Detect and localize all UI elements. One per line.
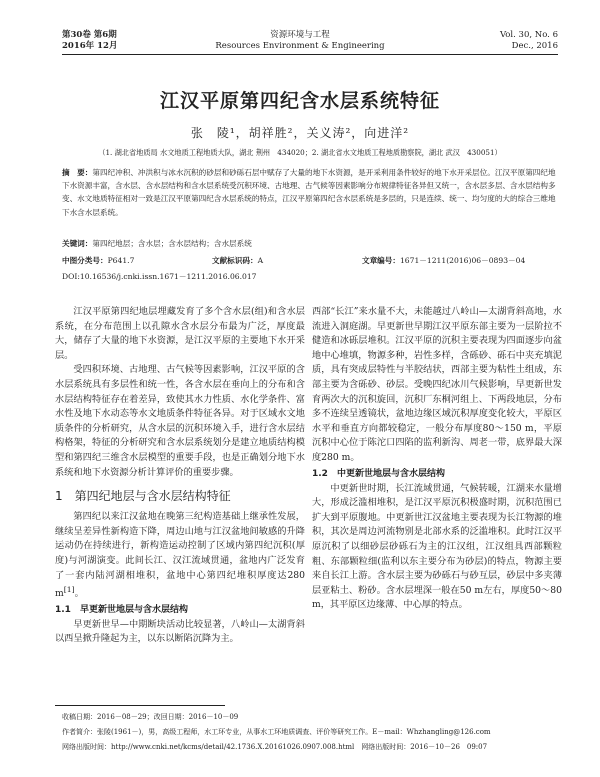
article-group	[362, 254, 525, 267]
header-volume-en: Vol. 30, No. 6	[499, 30, 558, 40]
classification-line	[62, 254, 562, 267]
doi: DOI:10.16536/j.cnki.issn.1671－1211.2016.06.017	[62, 272, 257, 281]
paragraph: 受四积环境、古地理、古气候等因素影响，江汉平原的含水层系统具有多层性和统一性，各含水层在垂向上的分布和含水层结构特征存在着差异，致使其水力性质、水化学条件、富水性及地下水动态等水文地质条件特征各异。对于区域水文地质条件的分析研究，从含水层的沉积环境入手，进行含水层结构格架，特征的分析研究和含水层系统划分是建立地质结构模型和第四纪三维含水层模型的重要手段，也是正确划分地下水系统和地下水资源分析计算评价的重要步骤。	[55, 364, 305, 478]
header-journal-cn: 资源环境与工程	[270, 30, 330, 40]
doc-code-value: A	[257, 256, 264, 265]
header-journal-en: Resources Environment & Engineering	[215, 41, 385, 51]
clc-group	[62, 254, 212, 267]
paragraph-text: 第四纪以来江汉盆地在晚第三纪构造基础上继承性发展，继续呈差异性新构造下降，周边山地与江汉盆地间敏感的升降运动仍在持续进行，新构造运动控制了区域内第四纪沉积(厚度)与河湖演变。此间长江、汉江流域贯通，盆地内广泛发育了一套内陆河湖相堆积，盆地中心第四纪堆积厚度达280 m	[55, 511, 305, 600]
article-no-label: 文章编号：	[362, 256, 400, 265]
citation-marker: [1]	[63, 585, 75, 595]
left-column	[55, 305, 305, 647]
header-date-en: Dec., 2016	[511, 41, 558, 51]
paragraph: 第四纪以来江汉盆地在晚第三纪构造基础上继承性发展，继续呈差异性新构造下降，周边山地与江汉盆地间敏感的升降运动仍在持续进行，新构造运动控制了区域内第四纪沉积(厚度)与河湖演变。此间长江、汉江流域贯通，盆地内广泛发育了一套内陆河湖相堆积，盆地中心第四纪堆积厚度达280 m[1]。	[55, 511, 305, 600]
keywords-text: 第四纪地层；含水层；含水层结构；含水层系统	[92, 239, 252, 248]
running-header-right	[500, 30, 558, 52]
section-heading: 1 第四纪地层与含水层结构特征	[55, 489, 231, 504]
affiliation: （1. 湖北省地质局 水文地质工程地质大队，湖北 荆州 434020；2. 湖北省水文地质工程地质勘察院，湖北 武汉 430051）	[98, 148, 502, 157]
paragraph: 中更新世时期，长江流域贯通，气候转暖，江湖来水量增大，形成泛滥相堆积，是江汉平原沉积极盛时期，沉积范围已扩大到平原腹地。中更新世江汉盆地主要表现为长江物源的堆积，其次是周边河流物别是北部水系的泛滥堆积。此时江汉平原沉积了以细砂层砂砾石为主的江汉组，江汉组具西部颗粒粗、东部颗粒细(监利以东主要分布为砂层)的特点，物源主要来自长江上游。含水层主要为砂砾石与砂互层，砂层中多夹薄层亚粘土、粉砂。含水层埋深一般在50 m左右，厚度50～80 m，其平原区边缘薄、中心厚的特点。	[312, 482, 562, 611]
right-column	[312, 305, 562, 613]
paragraph: 早更新世早—中期断块活动比较显著，八岭山—太湖背斜以西呈掀升隆起为主，以东以断陷沉降为主。	[55, 618, 305, 645]
subsection-heading: 1.1 早更新世地层与含水层结构	[55, 604, 188, 615]
paragraph: 西部“长江”来水量不大，未能越过八岭山—太湖背斜高地，水流进入洞庭湖。早更新世早期江汉平原东部主要为一层阶拉不健造和冰砾层堆积。江汉平原的沉积主要表现为四面逐步向盆地中心堆填，物源多种，岩性多样，含砾砂、砾石中夹充填泥质，具有突成层特性与半胶结状，西部主要为粘性土组成，东部主要为含砾砂、砂层。受晚四纪冰川气候影响，早更新世发育两次大的沉积旋回，沉积厂东桐河组上、下两段地层，分布多不连续呈透镜状，盆地边缘区域沉积厚度变化较大，平原区水平和垂直方向都较稳定，一般分布厚度80～150 m，平原沉积中心位于陈沱口四陷的监利新沟、周老一带，底界最大深度280 m。	[312, 306, 562, 463]
clc-label: 中图分类号：	[62, 256, 108, 265]
abstract	[62, 166, 562, 219]
footnote-received: 收稿日期：2016－08－29；改回日期：2016－10－09	[62, 713, 239, 721]
author-list: 张 陵¹，胡祥胜²，关义涛²，向进洋²	[190, 126, 410, 140]
abstract-label: 摘 要：	[62, 168, 93, 177]
header-date-cn: 2016年 12月	[62, 41, 118, 51]
footnote-online: 网络出版时间：http://www.cnki.net/kcms/detail/42.1736.X.20161026.0907.008.html 网络出版时间：2016－10－26 09:07	[62, 743, 488, 751]
subsection-heading: 1.2 中更新世地层与含水层结构	[312, 468, 445, 479]
abstract-text: 第四纪冲积、冲洪积与冰水沉积的砂层和砂砾石层中赋存了大量的地下水资源，是开采利用条件较好的地下水开采层位。江汉平原第四纪地下水资源丰富，含水层、含水层结构和含水层系统受沉积环境、古地理、古气候等因素影响分布规律特征各异但又统一，含水层多层、含水层结构多变、水文地质特征相对一致是江汉平原第四纪含水层系统的特点，江汉平原第四纪含水层系统是多层的，只是连续、统一、均匀度的大的综合三维地下水含水层系统。	[62, 168, 556, 217]
paragraph: 江汉平原第四纪地层埋藏发育了多个含水层(组)和含水层系统，在分布范围上以孔隙水含水层分布最为广泛，厚度最大，储存了大量的地下水资源，是江汉平原的主要地下水开采层。	[55, 306, 305, 361]
clc-value: P641.7	[107, 256, 135, 265]
keywords-label: 关键词：	[62, 239, 93, 248]
doc-group	[212, 254, 362, 267]
header-volume: 第30卷 第6期	[62, 30, 117, 40]
doc-code-label: 文献标识码：	[212, 256, 258, 265]
footnote-divider	[55, 705, 225, 706]
footnote-author: 作者简介：张陵(1961－)，男，高级工程师，水工环专业，从事水工环地质调查、评价等研究工作。E－mail：Whzhangling@126.com	[62, 728, 491, 736]
header-divider	[62, 54, 558, 55]
article-no-value: 1671－1211(2016)06－0893－04	[399, 256, 526, 265]
keywords	[62, 237, 562, 250]
paper-title: 江汉平原第四纪含水层系统特征	[159, 90, 440, 112]
